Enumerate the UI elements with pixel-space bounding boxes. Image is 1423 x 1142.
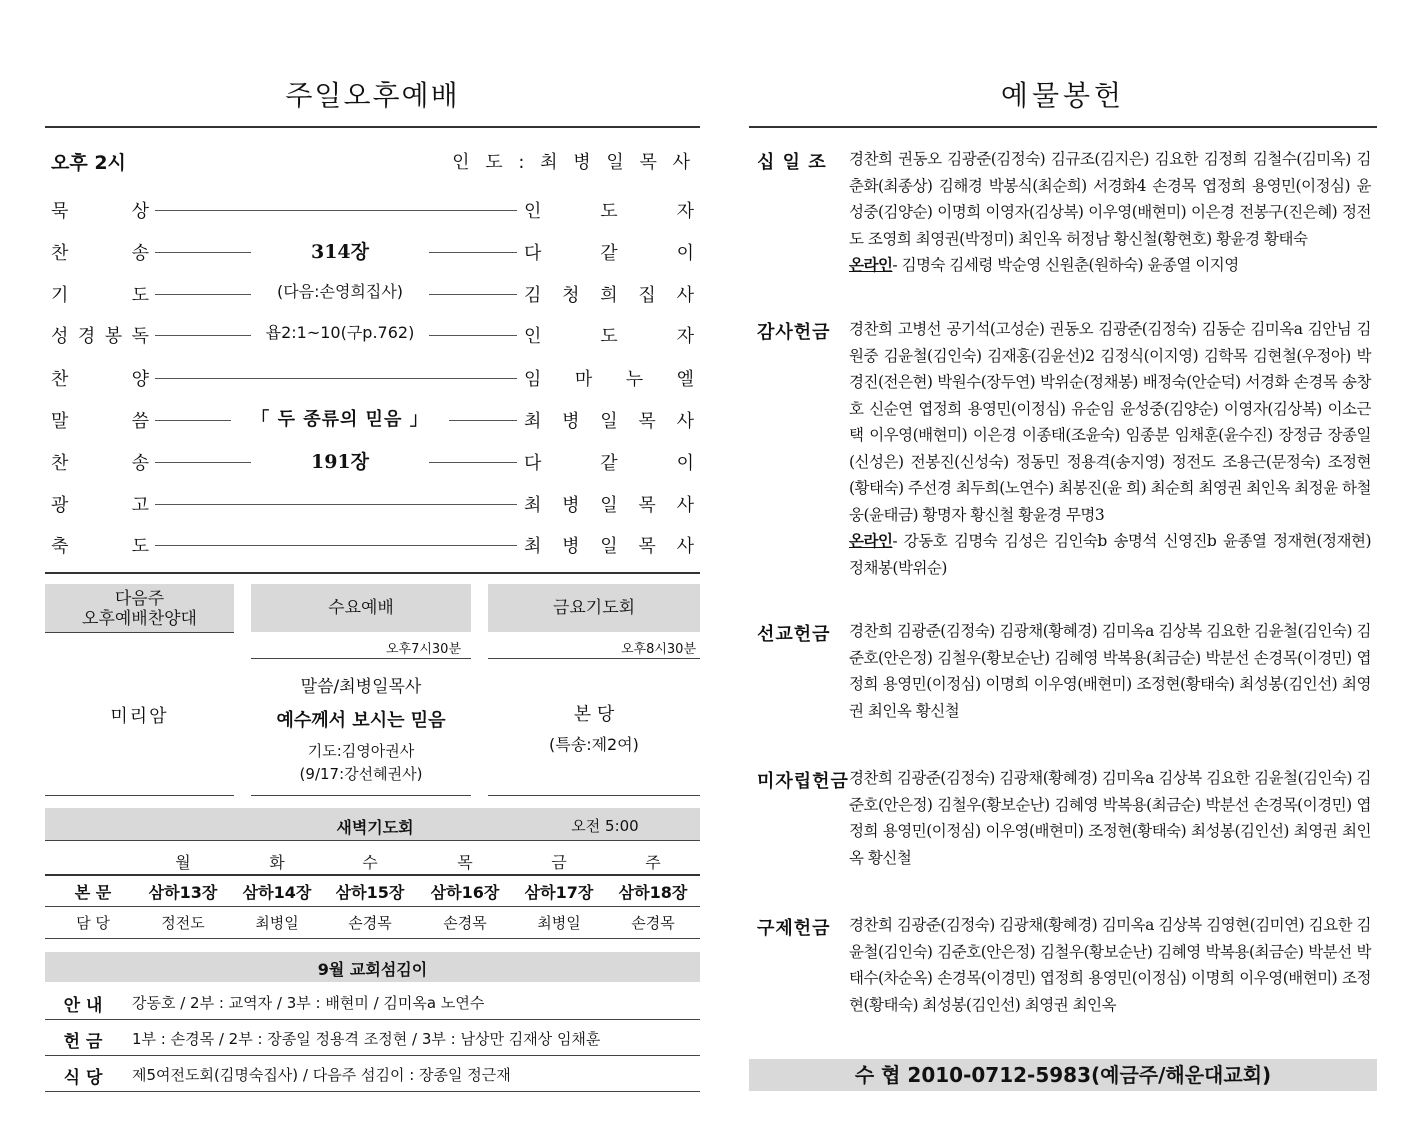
friday-bottom-line xyxy=(488,795,700,796)
service-row-label: 헌 금 xyxy=(63,1032,103,1052)
title-divider-right xyxy=(749,126,1377,128)
friday-time: 오후8시30분 xyxy=(620,642,696,657)
service-row-line xyxy=(45,1055,700,1056)
dawn-title: 새벽기도회 xyxy=(336,818,414,837)
order-item-person: 인 도 자 xyxy=(524,201,694,222)
dawn-leader: 손경목 xyxy=(631,914,675,932)
order-item-person: 인 도 자 xyxy=(524,326,694,347)
dawn-bottom-line xyxy=(45,938,700,939)
order-item-person: 최 병 일 목 사 xyxy=(524,495,694,516)
dawn-row1-label: 본 문 xyxy=(74,883,112,902)
order-item-detail: 「 두 종류의 믿음 」 xyxy=(231,405,449,431)
online-label: 온라인 xyxy=(849,255,893,274)
offering-category: 십 일 조 xyxy=(757,152,827,173)
service-row-label: 식 당 xyxy=(63,1068,103,1088)
service-row-label: 안 내 xyxy=(63,996,103,1016)
dawn-texts-line xyxy=(45,906,700,907)
order-item-label: 묵 상 xyxy=(51,201,149,222)
right-page-title: 예물봉헌 xyxy=(1000,79,1126,112)
left-page-title: 주일오후예배 xyxy=(285,79,460,112)
dawn-time: 오전 5:00 xyxy=(571,817,639,835)
service-row xyxy=(45,1057,700,1091)
choir-header-underline xyxy=(45,632,234,633)
order-item-label: 말 씀 xyxy=(51,411,149,432)
order-item-person: 다 같 이 xyxy=(524,243,694,264)
order-item-detail: 314장 xyxy=(251,237,429,264)
offering-category: 선교헌금 xyxy=(757,624,831,645)
order-item-label: 찬 송 xyxy=(51,453,149,474)
offering-donors: 경찬희 김광준(김정숙) 김광채(황혜경) 김미옥a 김상복 김요한 김윤철(김인숙) 김준호(안은정) 김철우(황보순난) 김혜영 박복용(최금순) 박분선 손경목(이경민) 엽정희 용영민(이정심) 이명희 이우영(배현미) 조정현(황태숙) 최성봉(김인선) 최영권 최인옥 황신철 xyxy=(849,622,1371,720)
order-row xyxy=(51,318,694,348)
dawn-leader: 정전도 xyxy=(161,914,205,932)
dawn-day: 목 xyxy=(457,853,473,872)
online-label: 온라인 xyxy=(849,531,893,550)
dawn-leader: 손경목 xyxy=(348,914,392,932)
offering-category: 구제헌금 xyxy=(757,918,831,939)
dawn-day: 주 xyxy=(645,853,661,872)
choir-name: 미리암 xyxy=(110,706,169,727)
order-item-label: 기 도 xyxy=(51,285,149,306)
friday-place: 본 당 xyxy=(573,704,615,725)
order-row xyxy=(51,277,694,307)
offering-category: 미자립헌금 xyxy=(757,771,849,792)
online-donors: - 김명숙 김세령 박순영 신원춘(원하숙) 윤종열 이지영 xyxy=(892,256,1239,274)
bank-account: 수 협 2010-0712-5983(예금주/해운대교회) xyxy=(749,1059,1377,1091)
wednesday-prayer: 기도:김영아권사 xyxy=(307,742,415,760)
online-donors: - 강동호 김명숙 김성은 김인숙b 송명석 신영진b 윤종열 정재현(정재현) 정채봉(박위순) xyxy=(849,532,1371,577)
order-row xyxy=(51,235,694,265)
order-item-label: 성 경 봉 독 xyxy=(51,326,149,347)
choir-header-line1: 다음주 xyxy=(114,589,165,609)
offering-donors: 경찬희 김광준(김정숙) 김광채(황혜경) 김미옥a 김상복 김요한 김윤철(김인숙) 김준호(안은정) 김철우(황보순난) 김혜영 박복용(최금순) 박분선 손경목(이경민) 엽정희 용영민(이정심) 이우영(배현미) 조정현(황태숙) 최성봉(김인선) 최영권 최인옥 황신철 xyxy=(849,769,1371,867)
dawn-scripture: 삼하18장 xyxy=(618,883,688,902)
dawn-leader: 최병일 xyxy=(255,914,299,932)
order-row xyxy=(51,445,694,475)
service-row xyxy=(45,1021,700,1055)
service-time: 오후 2시 xyxy=(51,152,126,174)
dawn-header-line xyxy=(45,840,700,841)
order-item-person: 임 마 누 엘 xyxy=(524,369,694,390)
dawn-day: 화 xyxy=(269,853,285,872)
order-item-label: 축 도 xyxy=(51,536,149,557)
dawn-scripture: 삼하16장 xyxy=(430,883,500,902)
section-divider xyxy=(45,572,700,574)
service-row-line xyxy=(45,1019,700,1020)
offering-names xyxy=(849,765,1371,871)
title-divider xyxy=(45,126,700,128)
offering-names xyxy=(849,618,1371,724)
order-row xyxy=(51,403,694,433)
order-item-detail: 191장 xyxy=(251,447,429,474)
order-item-label: 찬 송 xyxy=(51,243,149,264)
choir-bottom-line xyxy=(45,795,234,796)
offering-names xyxy=(849,912,1371,1018)
leader-line xyxy=(155,378,517,379)
order-item-detail: 욥2:1~10(구p.762) xyxy=(251,320,429,343)
order-row xyxy=(51,528,694,558)
order-item-label: 찬 양 xyxy=(51,369,149,390)
leader-line xyxy=(155,545,517,546)
wednesday-time-underline xyxy=(251,658,471,659)
dawn-days-row xyxy=(45,848,700,874)
dawn-day: 월 xyxy=(175,853,191,872)
dawn-day: 수 xyxy=(362,853,378,872)
dawn-scripture: 삼하15장 xyxy=(335,883,405,902)
dawn-texts-row xyxy=(45,878,700,906)
wednesday-header: 수요예배 xyxy=(251,584,471,632)
order-row xyxy=(51,193,694,223)
dawn-leader: 최병일 xyxy=(537,914,581,932)
order-item-person: 최 병 일 목 사 xyxy=(524,536,694,557)
order-row xyxy=(51,487,694,517)
order-item-person: 김 청 희 집 사 xyxy=(524,285,694,306)
service-row xyxy=(45,985,700,1019)
wednesday-prayer-next: (9/17:강선혜권사) xyxy=(299,765,423,783)
wednesday-speaker: 말씀/최병일목사 xyxy=(300,677,422,697)
order-row xyxy=(51,361,694,391)
friday-time-underline xyxy=(488,658,700,659)
wednesday-time: 오후7시30분 xyxy=(385,642,461,657)
dawn-day: 금 xyxy=(551,853,567,872)
leader-line xyxy=(155,210,517,211)
service-header xyxy=(45,952,700,982)
dawn-row2-label: 담 당 xyxy=(76,914,110,932)
wednesday-sermon-title: 예수께서 보시는 믿음 xyxy=(276,710,446,731)
dawn-header xyxy=(45,808,700,840)
offering-names xyxy=(849,316,1371,581)
order-item-person: 최 병 일 목 사 xyxy=(524,411,694,432)
offering-donors: 경찬희 김광준(김정숙) 김광채(황혜경) 김미옥a 김상복 김영현(김미연) 김요한 김윤철(김인숙) 김준호(안은정) 김철우(황보순난) 김혜영 박복용(최금순) 박분선 박태수(차순옥) 손경목(이경민) 엽정희 용영민(이정심) 이명희 이우영(배현미) 조정현(황태숙) 최성봉(김인선) 최영권 최인옥 xyxy=(849,916,1371,1014)
offering-donors: 경찬희 권동오 김광준(김정숙) 김규조(김지은) 김요한 김정희 김철수(김미옥) 김춘화(최종상) 김해경 박봉식(최순희) 서경화4 손경목 엽정희 용영민(이정심) 윤성중(김양순) 이명희 이영자(김상복) 이우영(배현미) 이은경 전봉구(진은혜) 정전도 조영희 최영권(박정미) 최인옥 허정남 황신철(황현호) 황윤경 황태숙 xyxy=(849,150,1371,248)
friday-header: 금요기도회 xyxy=(488,584,700,632)
dawn-days-line xyxy=(45,874,700,876)
offering-donors: 경찬희 고병선 공기석(고성순) 권동오 김광준(김정숙) 김동순 김미옥a 김안님 김원중 김윤철(김인숙) 김재홍(김윤선)2 김정식(이지영) 김학목 김현철(우정아) 박경진(전은현) 박원수(장두연) 박위순(정채봉) 배정숙(안순덕) 서경화 손경목 송창호 신순연 엽정희 용영민(이정심) 유순임 윤성중(김양순) 이영자(김상복) 이소근택 이우영(배현미) 이은경 이종태(조윤숙) 임종분 임채훈(윤수진) 장정금 장종일(신성은) 전봉진(신성숙) 정동민 정용격(송지영) 정전도 조용근(문정숙) 조정현(황태숙) 주선경 최두희(노연수) 최봉진(윤 희) 최순희 최영권 최인옥 최정윤 하철웅(윤태금) 황명자 황신철 황윤경 무명3 xyxy=(849,320,1371,524)
friday-special-song: (특송:제2여) xyxy=(549,735,639,754)
dawn-leaders-row xyxy=(45,910,700,938)
offering-category: 감사헌금 xyxy=(757,322,831,343)
dawn-leader: 손경목 xyxy=(443,914,487,932)
service-title: 9월 교회섬김이 xyxy=(317,960,428,979)
order-item-label: 광 고 xyxy=(51,495,149,516)
service-leader: 인 도 : 최 병 일 목 사 xyxy=(452,152,695,173)
service-row-names: 제5여전도회(김명숙집사) / 다음주 섬김이 : 장종일 정근재 xyxy=(132,1066,511,1084)
dawn-scripture: 삼하13장 xyxy=(148,883,218,902)
wednesday-bottom-line xyxy=(251,795,471,796)
dawn-scripture: 삼하14장 xyxy=(242,883,312,902)
service-row-names: 강동호 / 2부 : 교역자 / 3부 : 배현미 / 김미옥a 노연수 xyxy=(132,994,485,1012)
offering-names xyxy=(849,146,1371,279)
choir-header-line2: 오후예배찬양대 xyxy=(82,609,197,629)
dawn-scripture: 삼하17장 xyxy=(524,883,594,902)
order-item-detail: (다음:손영희집사) xyxy=(251,279,429,302)
service-row-names: 1부 : 손경목 / 2부 : 장종일 정용격 조정현 / 3부 : 남상만 김재상 임채훈 xyxy=(132,1030,601,1048)
leader-line xyxy=(155,504,517,505)
order-item-person: 다 같 이 xyxy=(524,453,694,474)
choir-header xyxy=(45,584,234,632)
service-row-line xyxy=(45,1091,700,1092)
